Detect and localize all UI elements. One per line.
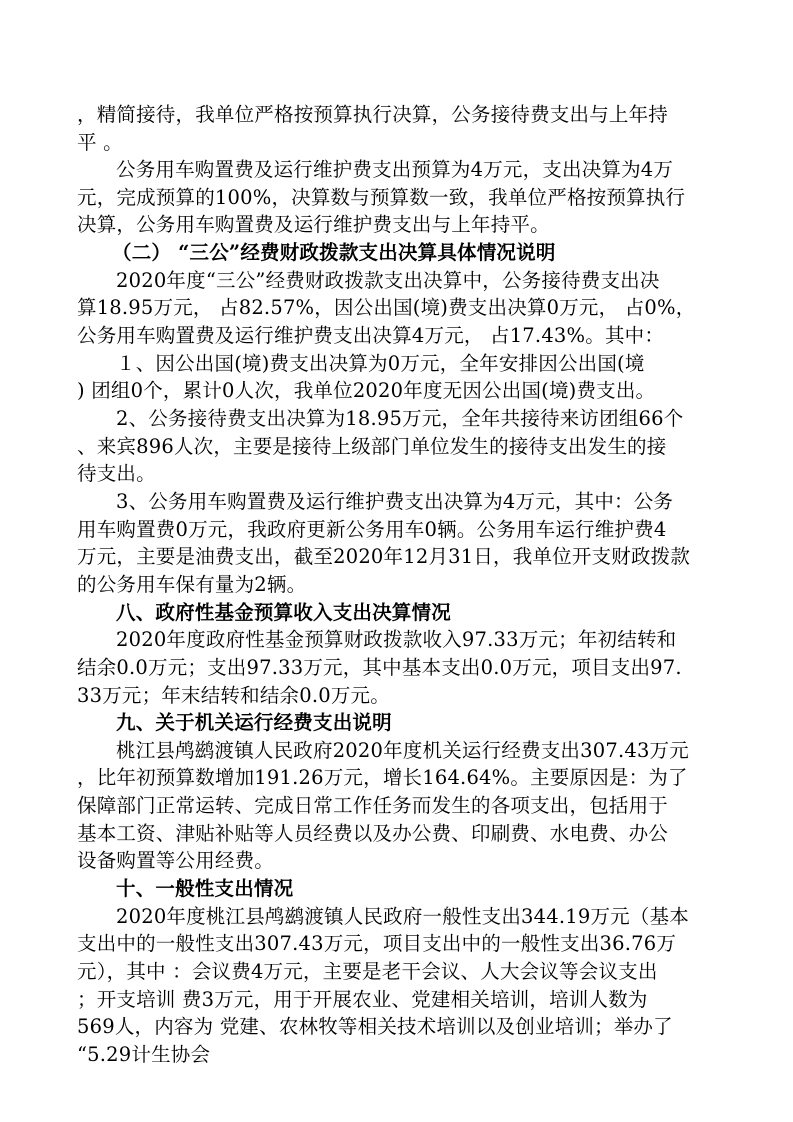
- section-heading-general-expenditure: 十、一般性支出情况: [116, 877, 294, 900]
- paragraph-line: １、因公出国(境)费支出决算为0万元，全年安排因公出国(境: [116, 352, 645, 375]
- paragraph-line: ；开支培训 费3万元，用于开展农业、党建相关培训，培训人数为: [77, 988, 648, 1011]
- paragraph-line: 元，完成预算的100%，决算数与预算数一致，我单位严格按预算执行: [77, 186, 686, 209]
- paragraph-line: 万元，主要是油费支出，截至2020年12月31日，我单位开支财政拨款: [77, 545, 691, 568]
- paragraph-line: 2、公务接待费支出决算为18.95万元，全年共接待来访团组66个: [116, 407, 684, 430]
- paragraph-line: 3、公务用车购置费及运行维护费支出决算为4万元，其中：公务: [116, 490, 674, 513]
- paragraph-line: 2020年度桃江县鸬鹚渡镇人民政府一般性支出344.19万元（基本: [116, 905, 689, 928]
- section-heading-three-public: （二） “三公”经费财政拨款支出决算具体情况说明: [112, 241, 556, 264]
- paragraph-line: 2020年度“三公”经费财政拨款支出决算中，公务接待费支出决: [116, 269, 660, 292]
- paragraph-line: 决算，公务用车购置费及运行维护费支出与上年持平。: [77, 213, 550, 236]
- paragraph-line: 用车购置费0万元，我政府更新公务用车0辆。公务用车运行维护费4: [77, 518, 667, 541]
- paragraph-line: 基本工资、津贴补贴等人员经费以及办公费、印刷费、水电费、办公: [77, 822, 669, 845]
- paragraph-line: “5.29计生协会: [77, 1043, 211, 1066]
- paragraph-line: 桃江县鸬鹚渡镇人民政府2020年度机关运行经费支出307.43万元: [116, 739, 689, 762]
- paragraph-line: ，精简接待，我单位严格按预算执行决算，公务接待费支出与上年持: [77, 103, 669, 126]
- paragraph-line: 平 。: [77, 131, 123, 154]
- paragraph-line: 33万元；年末结转和结余0.0万元。: [77, 684, 390, 707]
- paragraph-line: 保障部门正常运转、完成日常工作任务而发生的各项支出，包括用于: [77, 794, 669, 817]
- paragraph-line: 设备购置等公用经费。: [77, 849, 275, 872]
- paragraph-line: 、来宾896人次，主要是接待上级部门单位发生的接待支出发生的接: [77, 435, 667, 458]
- paragraph-line: ) 团组0个，累计0人次，我单位2020年度无因公出国(境)费支出。: [77, 379, 656, 402]
- paragraph-line: 算18.95万元， 占82.57%，因公出国(境)费支出决算0万元， 占0%，: [77, 296, 696, 319]
- paragraph-line: 2020年度政府性基金预算财政拨款收入97.33万元；年初结转和: [116, 628, 677, 651]
- paragraph-line: 待支出。: [77, 462, 156, 485]
- section-heading-operating-costs: 九、关于机关运行经费支出说明: [116, 711, 392, 734]
- paragraph-line: 公务用车购置费及运行维护费支出预算为4万元，支出决算为4万: [116, 158, 674, 181]
- paragraph-line: ，比年初预算数增加191.26万元，增长164.64%。主要原因是：为了: [77, 766, 688, 789]
- paragraph-line: 结余0.0万元；支出97.33万元，其中基本支出0.0万元，项目支出97.: [77, 656, 682, 679]
- paragraph-line: 公务用车购置费及运行维护费支出决算4万元， 占17.43%。其中：: [77, 324, 665, 347]
- paragraph-line: 支出中的一般性支出307.43万元，项目支出中的一般性支出36.76万: [77, 932, 677, 955]
- paragraph-line: 569人，内容为 党建、农林牧等相关技术培训以及创业培训；举办了: [77, 1015, 673, 1038]
- section-heading-fund-budget: 八、政府性基金预算收入支出决算情况: [116, 601, 451, 624]
- paragraph-line: 的公务用车保有量为2辆。: [77, 573, 307, 596]
- paragraph-line: 元），其中 ：会议费4万元，主要是老干会议、人大会议等会议支出: [77, 960, 658, 983]
